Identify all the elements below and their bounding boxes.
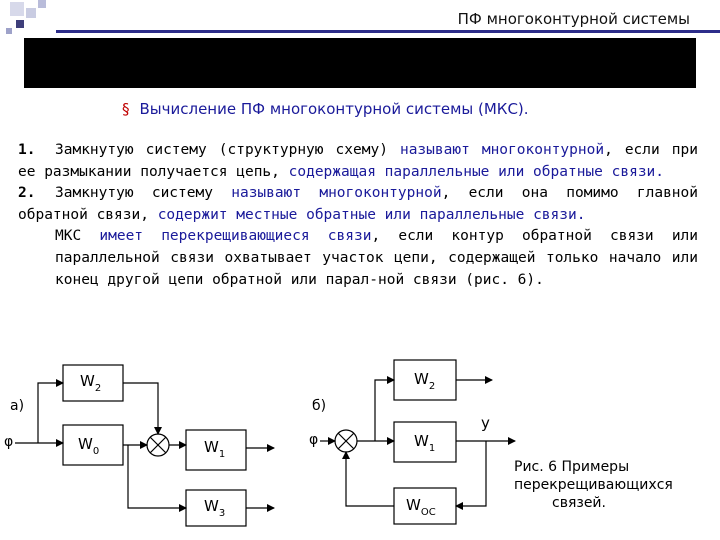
caption-line: перекрещивающихся <box>514 477 673 493</box>
item-1-text: , если при ее размыкании получается цепь, <box>18 142 698 180</box>
caption-line: связей. <box>552 495 606 511</box>
diagram-b-label: б) <box>312 398 327 414</box>
heading-text: Вычисление ПФ многоконтурной системы (МКС). <box>139 100 529 118</box>
summator-b <box>335 430 357 452</box>
diagram-a-label: а) <box>10 398 25 414</box>
input-symbol-b: φ <box>309 432 319 448</box>
woc-b-text: $W_{OC}$ <box>406 496 436 518</box>
summator-a <box>147 434 169 456</box>
item-2-text: , если она помимо главной обратной связи, <box>18 185 699 223</box>
caption-line: Рис. 6 Примеры <box>514 459 630 475</box>
item-1-highlight: содержащая параллельные или обратные связи. <box>288 163 665 180</box>
item-1-highlight: называют многоконтурной <box>399 142 605 158</box>
block-woc-b <box>394 488 456 524</box>
item-3-text: МКС <box>55 228 100 245</box>
output-symbol-b: y <box>481 414 490 432</box>
branch-line-a <box>38 383 63 443</box>
input-symbol-a: φ <box>4 434 14 450</box>
item-2-text: Замкнутую систему <box>55 185 232 202</box>
w2-b-text: $W_2$ <box>414 370 436 392</box>
w1-b-text: $W_1$ <box>414 432 436 454</box>
branch-to-w2-b <box>375 380 394 441</box>
item-3-highlight: имеет перекрещивающиеся связи <box>99 228 372 245</box>
woc-to-sum-b <box>346 452 394 506</box>
item-1-number: 1. <box>18 142 36 158</box>
item-1-text: Замкнутую систему (структурную схему) <box>55 142 400 158</box>
w2-to-sum-a <box>123 383 158 434</box>
w2-a-text: $W_2$ <box>80 372 102 394</box>
item-2-highlight: называют многоконтурной <box>231 185 442 202</box>
w3-a-text: $W_3$ <box>204 497 226 519</box>
w1-a-text: $W_1$ <box>204 438 226 460</box>
section-bullet: § <box>122 100 130 118</box>
w0-a-text: $W_0$ <box>78 435 100 457</box>
figure-caption <box>514 458 714 512</box>
item-2-number: 2. <box>18 185 36 202</box>
item-2-highlight: содержит местные обратные или параллельные связи. <box>157 206 586 223</box>
block-w0-a <box>63 425 123 465</box>
slide-title: ПФ многоконтурной системы <box>457 10 690 28</box>
item-3-text: , если контур обратной связи или параллельной связи охватывает участок цепи, содержащей только начало или конец другой цепи обратной или парал-ной связи (рис. 6). <box>55 228 699 288</box>
feedback-to-woc-b <box>456 441 486 506</box>
